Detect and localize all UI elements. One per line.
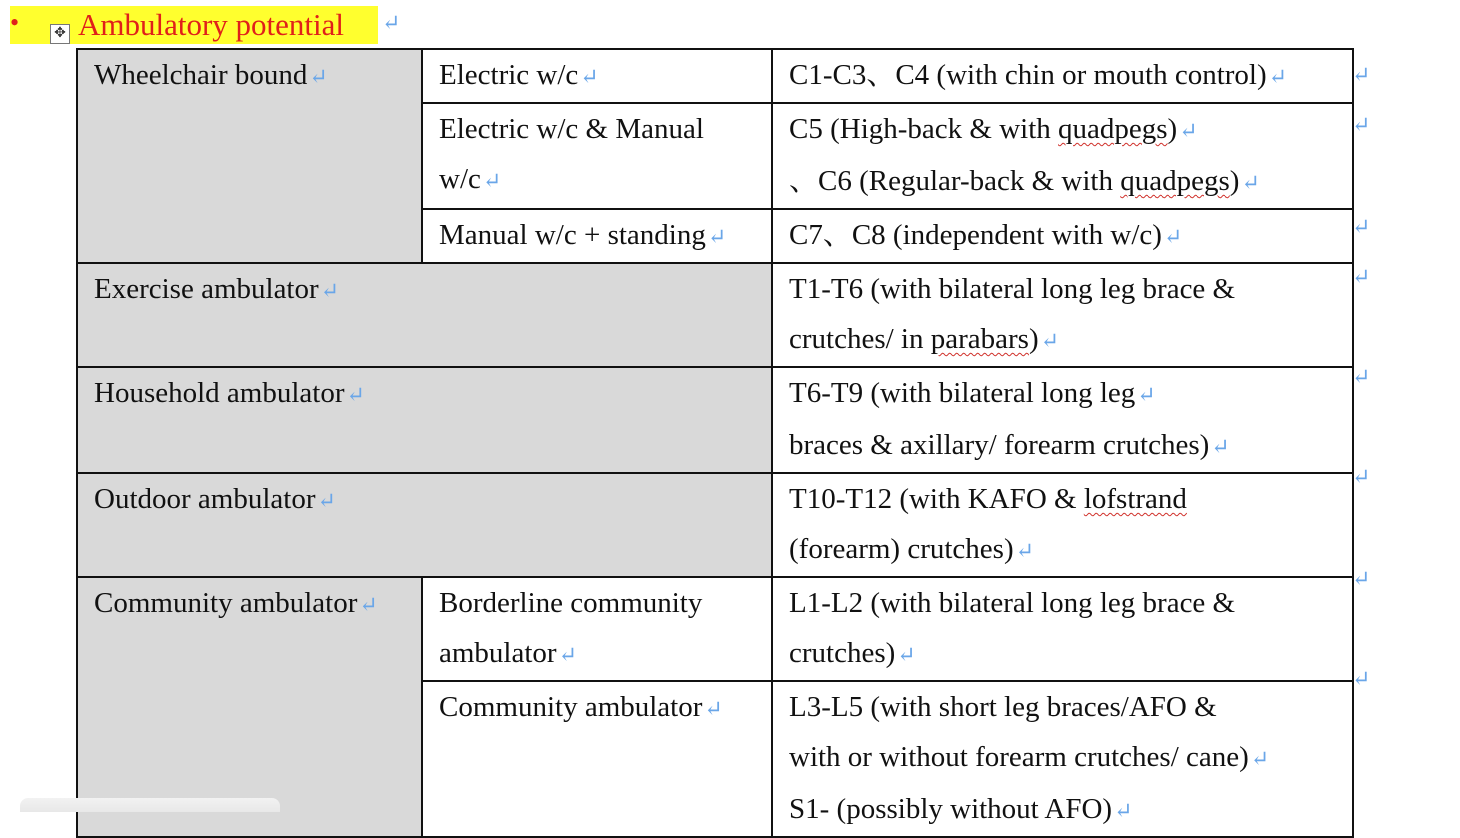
cell-t10-t12[interactable]: T10-T12 (with KAFO & lofstrand (forearm) crutches)↵ — [772, 473, 1353, 577]
spelling-error[interactable]: quadpegs — [1058, 113, 1168, 145]
bullet-icon: • — [10, 8, 20, 37]
cell-borderline-community[interactable]: Borderline community ambulator↵ — [422, 577, 772, 681]
cell-t1-t6[interactable]: T1-T6 (with bilateral long leg brace & crutches/ in parabars)↵ — [772, 263, 1353, 367]
paragraph-mark-icon: ↵ — [309, 64, 328, 89]
paragraph-mark-icon: ↵ — [558, 642, 578, 667]
cell-c1-c4[interactable]: C1-C3、C4 (with chin or mouth control)↵ — [772, 49, 1353, 103]
paragraph-mark-icon: ↵ — [704, 696, 723, 721]
paragraph-mark-icon: ↵ — [1211, 434, 1230, 459]
row-end-mark-icon: ↵ — [1352, 566, 1371, 591]
row-end-mark-icon: ↵ — [1352, 666, 1371, 691]
paragraph-mark-icon: ↵ — [382, 10, 401, 35]
page-edge-shadow — [20, 798, 280, 812]
paragraph-mark-icon: ↵ — [346, 382, 365, 407]
paragraph-mark-icon: ↵ — [320, 278, 340, 303]
paragraph-mark-icon: ↵ — [580, 64, 599, 89]
paragraph-mark-icon: ↵ — [1040, 328, 1060, 353]
bullet-heading — [0, 6, 420, 44]
cell-community-ambulator-group[interactable]: Community ambulator↵ — [77, 577, 422, 837]
paragraph-mark-icon: ↵ — [707, 224, 727, 249]
cell-l3-s1[interactable]: L3-L5 (with short leg braces/AFO & with or without forearm crutches/ cane)↵ S1- (possibly without AFO)↵ — [772, 681, 1353, 837]
cell-exercise-ambulator[interactable]: Exercise ambulator↵ — [77, 263, 772, 367]
cell-l1-l2[interactable]: L1-L2 (with bilateral long leg brace & crutches)↵ — [772, 577, 1353, 681]
cell-manual-wc-standing[interactable]: Manual w/c + standing↵ — [422, 209, 772, 263]
paragraph-mark-icon: ↵ — [1179, 118, 1198, 143]
row-end-mark-icon: ↵ — [1352, 364, 1371, 389]
paragraph-mark-icon: ↵ — [1015, 538, 1035, 563]
paragraph-mark-icon: ↵ — [359, 592, 378, 617]
cell-electric-wc[interactable]: Electric w/c↵ — [422, 49, 772, 103]
cell-t6-t9[interactable]: T6-T9 (with bilateral long leg↵ braces & axillary/ forearm crutches)↵ — [772, 367, 1353, 473]
cell-community-ambulator[interactable]: Community ambulator↵ — [422, 681, 772, 837]
paragraph-mark-icon: ↵ — [1241, 170, 1260, 195]
row-end-mark-icon: ↵ — [1352, 62, 1371, 87]
row-end-mark-icon: ↵ — [1352, 214, 1371, 239]
cell-outdoor-ambulator[interactable]: Outdoor ambulator↵ — [77, 473, 772, 577]
cell-c7-c8[interactable]: C7、C8 (independent with w/c)↵ — [772, 209, 1353, 263]
table-move-handle-icon[interactable]: ✥ — [50, 24, 70, 44]
cell-c5-c6[interactable]: C5 (High-back & with quadpegs)↵ 、C6 (Regular-back & with quadpegs)↵ — [772, 103, 1353, 209]
spelling-error[interactable]: quadpegs — [1120, 165, 1230, 197]
cell-wheelchair-bound[interactable]: Wheelchair bound↵ — [77, 49, 422, 263]
paragraph-mark-icon: ↵ — [317, 488, 336, 513]
paragraph-mark-icon: ↵ — [1268, 64, 1288, 89]
spelling-error[interactable]: lofstrand — [1083, 483, 1187, 515]
paragraph-mark-icon: ↵ — [1114, 798, 1133, 823]
paragraph-mark-icon: ↵ — [1163, 224, 1183, 249]
heading-title[interactable]: Ambulatory potential — [78, 7, 345, 42]
cell-electric-manual-wc[interactable]: Electric w/c & Manual w/c↵ — [422, 103, 772, 209]
row-end-mark-icon: ↵ — [1352, 112, 1371, 137]
spelling-error[interactable]: parabars — [930, 323, 1029, 355]
cell-household-ambulator[interactable]: Household ambulator↵ — [77, 367, 772, 473]
paragraph-mark-icon: ↵ — [482, 168, 502, 193]
paragraph-mark-icon: ↵ — [1250, 746, 1270, 771]
paragraph-mark-icon: ↵ — [897, 642, 916, 667]
paragraph-mark-icon: ↵ — [1137, 382, 1156, 407]
row-end-mark-icon: ↵ — [1352, 264, 1371, 289]
ambulatory-table[interactable] — [76, 48, 1354, 838]
row-end-mark-icon: ↵ — [1352, 464, 1371, 489]
